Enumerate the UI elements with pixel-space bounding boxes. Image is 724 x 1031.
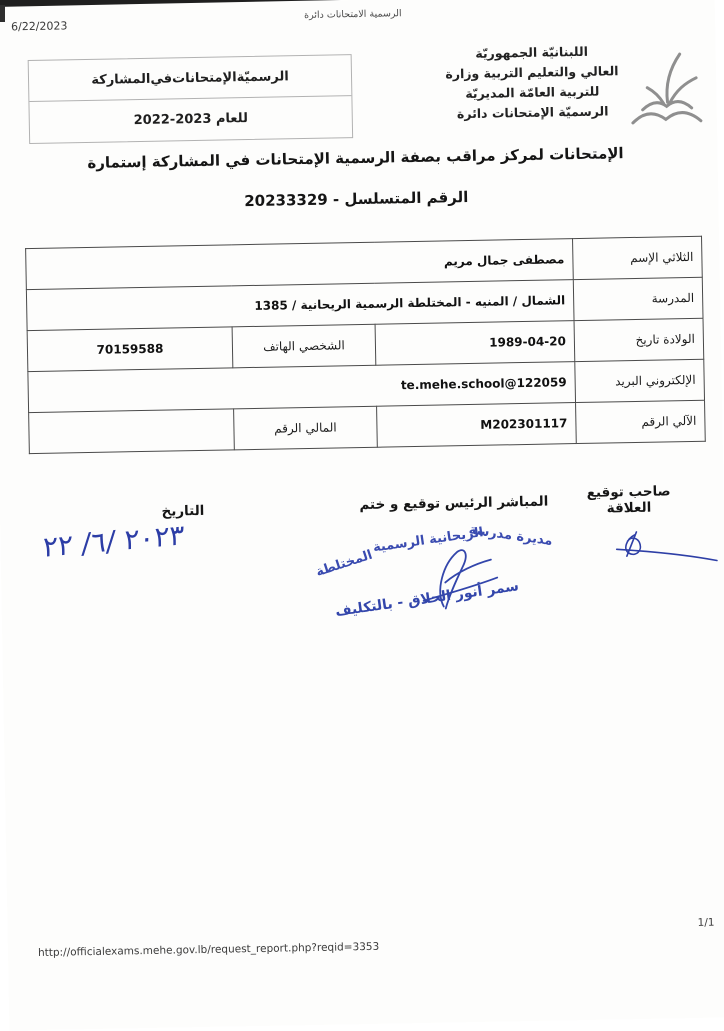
- personal-phone-value: 70159588: [27, 327, 233, 372]
- print-timestamp: 6/22/2023: [10, 19, 68, 34]
- participation-box: [28, 54, 353, 144]
- birthdate-value: 1989-04-20: [375, 321, 575, 366]
- ministry-line-exams-dept: دائرة الإمتحانات الرسميّة: [456, 103, 609, 122]
- ministry-line-directorate: المديريّة العامّة للتربية: [465, 83, 600, 102]
- machine-number-label: الرقم الآلي: [576, 400, 706, 443]
- school-label: المدرسة: [573, 277, 703, 320]
- school-value: 1385 / الريحانية الرسمية المختلطة - المنيه / الشمال: [26, 280, 574, 331]
- stamp-arc-middle: الريحانية الرسمية: [372, 525, 485, 556]
- email-value: te.mehe.school@122059: [28, 362, 576, 413]
- participation-year: للعام 2023-2022: [133, 110, 249, 128]
- page-number: 1/1: [697, 916, 715, 929]
- ministry-line-republic: الجمهوريّة اللبنانيّة: [475, 43, 589, 61]
- stamp-principal-name: سمر أنور الحلاق - بالتكليف: [334, 578, 520, 621]
- email-label: البريد الإلكتروني: [575, 359, 705, 402]
- owner-signature-ink: [612, 527, 721, 569]
- applicant-info-table: [25, 236, 706, 454]
- ministry-line-ministry: وزارة التربية والتعليم العالي: [445, 63, 619, 82]
- name-label: الإسم الثلاثي: [573, 236, 703, 279]
- birthdate-label: تاريخ الولادة: [574, 318, 704, 361]
- footer-source-url: http://officialexams.mehe.gov.lb/request_report.php?reqid=3353: [37, 940, 380, 960]
- financial-number-value: [29, 409, 235, 454]
- machine-number-value: M202301117: [377, 403, 577, 448]
- ministry-header: [411, 41, 652, 125]
- serial-number-line: الرقم المتسلسل - 20233329: [244, 188, 469, 211]
- mehe-open-book-logo-icon: [628, 50, 710, 143]
- owner-signature-label: توقيع صاحب العلاقة: [586, 483, 671, 517]
- participation-title: المشاركة في الإمتحانات الرسميّة: [29, 55, 352, 102]
- personal-phone-label: الهاتف الشخصي: [232, 324, 376, 368]
- chief-stamp-signature-label: ختم و توقيع الرئيس المباشر: [359, 493, 549, 514]
- scan-edge-notch: [0, 5, 5, 22]
- print-header-title: دائرة الامتحانات الرسمية: [304, 8, 402, 21]
- financial-number-label: الرقم المالي: [234, 406, 378, 450]
- stamp-arc-left: المختلطة: [314, 547, 375, 581]
- handwritten-date-ink: ٢٠٢٣ /٦/ ٢٢: [42, 518, 185, 564]
- date-label: التاريخ: [161, 502, 205, 520]
- name-value: مريم جمال مصطفى: [26, 239, 574, 290]
- form-title: إستمارة المشاركة في الإمتحانات الرسمية بصفة مراقب لمركز الإمتحانات: [87, 144, 624, 172]
- stamp-arc-right: مديرة مدرسة: [467, 522, 554, 550]
